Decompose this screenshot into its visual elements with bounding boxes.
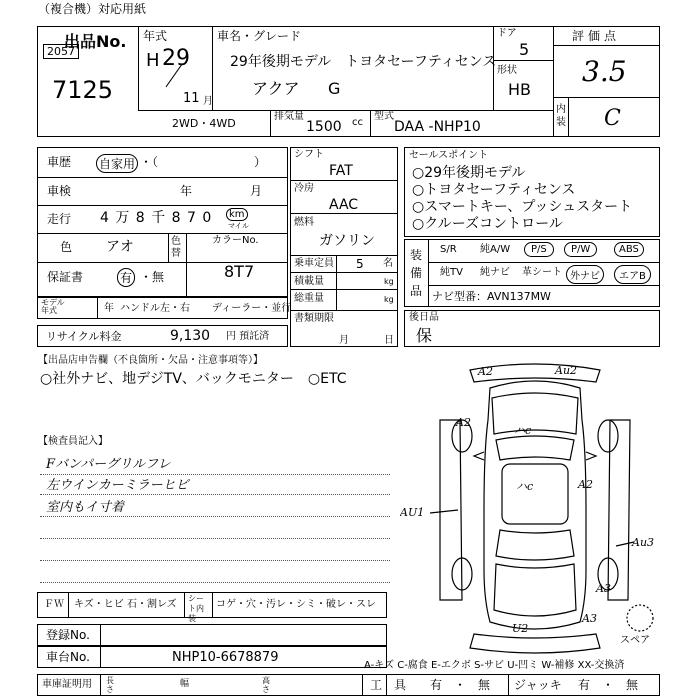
sales-point-item: ○29年後期モデル	[412, 165, 526, 181]
notes-label: 【出品店申告欄（不良箇所・欠品・注意事項等）】	[38, 355, 263, 366]
form-title: （複合機）対応用紙	[38, 2, 147, 16]
mark-a2-top: A2	[478, 365, 493, 378]
model-year-unit: 年	[104, 303, 114, 314]
model-year-label: モデル年式	[41, 298, 65, 315]
later-docs-label: 後日品	[409, 312, 439, 323]
mark-hc-roof: ハc	[516, 480, 534, 493]
type-value: DAA -NHP10	[394, 119, 481, 135]
displacement-label: 排気量	[274, 111, 304, 122]
registration-label: 登録No.	[46, 628, 90, 642]
capacity-value: 5	[356, 257, 364, 271]
mileage-label: 走行	[47, 212, 72, 226]
spare-label: スペア	[620, 635, 650, 646]
fw-seat: シート内装	[188, 594, 204, 623]
recycle-unit: 円 預託済	[226, 331, 270, 342]
recycle-value: 9,130	[170, 328, 211, 344]
cert-width: 幅	[180, 679, 190, 689]
fw-label: ＦＷ	[44, 599, 64, 610]
color-label: 色	[60, 240, 73, 254]
mark-u2-bottom: U2	[512, 622, 529, 635]
mark-hc-hood: ハc	[514, 424, 532, 437]
lot-label: 出品No.	[64, 32, 127, 51]
color-repaint: 色替	[171, 236, 181, 259]
equip-abs: ABS	[614, 242, 644, 257]
equip-airbag: エアB	[614, 265, 651, 284]
warranty-no: ・無	[140, 270, 165, 284]
mark-au2-top: Au2	[555, 364, 578, 377]
history-value: 自家用	[96, 154, 138, 173]
history-rest: ・（ ）	[140, 155, 267, 169]
equip-navi: 純ナビ	[480, 267, 510, 278]
shape-value: HB	[508, 80, 532, 99]
fuel-value: ガソリン	[319, 233, 375, 249]
recycle-label: リサイクル料金	[46, 330, 122, 343]
shape-label: 形状	[497, 65, 517, 76]
tools-label: 工 具	[370, 678, 407, 692]
dealer-label: ディーラー・並行	[212, 303, 292, 314]
model-name: アクア	[252, 79, 300, 98]
tools-value: 有 ・ 無	[430, 678, 491, 692]
doors-label: ドア	[497, 28, 517, 39]
mileage-mile: マイル	[228, 222, 249, 230]
doc-expiry-label: 書類期限	[294, 313, 334, 324]
jack-value: 有 ・ 無	[578, 678, 639, 692]
capacity-unit: 名	[383, 258, 393, 269]
later-docs-value: 保	[416, 326, 433, 345]
fuel-label: 燃料	[294, 217, 314, 228]
interior-value: C	[604, 106, 621, 131]
ac-value: AAC	[329, 197, 359, 213]
displacement-unit: cc	[352, 117, 363, 128]
later-docs-box	[404, 310, 660, 347]
capacity-label: 乗車定員	[294, 258, 334, 269]
year-label: 年式	[143, 29, 168, 43]
mileage-value: 4 万 8 千 8 7 0	[100, 210, 213, 226]
interior-label: 内装	[556, 104, 566, 128]
shift-label: シフト	[294, 149, 324, 160]
inspector-line: Fバンパーグリルフレ	[46, 457, 171, 472]
doc-expiry-day: 日	[384, 335, 394, 346]
color-code-label: カラーNo.	[212, 235, 259, 246]
model-grade: 29年後期モデル トヨタセーフティセンス	[230, 54, 497, 70]
equip-ext-navi: 外ナビ	[566, 265, 604, 284]
mark-a3-bottom: A3	[582, 612, 597, 625]
mark-a2-left: A2	[456, 416, 471, 429]
sales-points-label: セールスポイント	[409, 150, 489, 161]
inspector-line: 左ウインカーミラーヒビ	[46, 478, 189, 493]
ac-label: 冷房	[294, 183, 314, 194]
notes-text: ○社外ナビ、地デジTV、バックモニター ○ETC	[40, 371, 347, 387]
total-weight-label: 総重量	[294, 293, 324, 304]
cert-height: 高さ	[262, 676, 270, 694]
color-code: 8T7	[224, 262, 255, 281]
year-month: 11	[183, 91, 200, 106]
cert-label: 車庫証明用	[42, 679, 92, 690]
model-label: 車名・グレード	[217, 29, 302, 43]
equip-nav-model: ナビ型番：AVN137MW	[432, 290, 551, 303]
color-value: アオ	[106, 239, 134, 255]
loaded-weight-unit: kg	[384, 277, 394, 286]
equip-ps: P/S	[524, 242, 554, 257]
mark-a3-right: A3	[596, 582, 611, 595]
chassis-label: 車台No.	[46, 650, 90, 664]
displacement-value: 1500	[306, 119, 342, 135]
equip-pw: P/W	[564, 242, 597, 257]
equipment-label: 装備品	[410, 248, 423, 298]
equip-leather: 革シート	[522, 267, 562, 278]
loaded-weight-label: 積載量	[294, 276, 324, 287]
total-weight-unit: kg	[384, 295, 394, 304]
handle-label: ハンドル	[120, 303, 160, 314]
car-damage-diagram	[400, 360, 670, 660]
doc-expiry-month: 月	[339, 335, 349, 346]
damage-legend: A-キズ C-腐食 E-エクボ S-サビ U-凹ミ W-補修 XX-交換済	[364, 660, 625, 671]
warranty-label: 保証書	[47, 270, 84, 284]
model-variant: G	[328, 79, 341, 98]
score-label: 評価点	[572, 29, 621, 43]
warranty-yes: 有	[117, 268, 135, 287]
sales-point-item: ○スマートキー、プッシュスタート	[412, 199, 633, 215]
lot-number: 7125	[52, 76, 114, 104]
history-label: 車歴	[47, 155, 72, 169]
year-month-unit: 月	[203, 96, 213, 107]
inspector-label: 【検査員記入】	[38, 436, 108, 447]
jack-label: ジャッキ	[514, 678, 562, 692]
drive-label: 2WD・4WD	[172, 117, 236, 130]
equip-aw: 純A/W	[480, 244, 511, 255]
equip-sr: S/R	[440, 244, 457, 255]
inspection-label: 車検	[47, 184, 72, 198]
inspector-line: 室内もイ寸着	[46, 500, 125, 515]
inspection-year-unit: 年	[180, 184, 193, 198]
mark-au3-right: Au3	[632, 536, 655, 549]
mileage-km: km	[226, 208, 248, 221]
inspection-month-unit: 月	[250, 184, 263, 198]
year-value: 29	[162, 46, 190, 71]
sales-point-item: ○クルーズコントロール	[412, 216, 563, 232]
chassis-value: NHP10-6678879	[172, 650, 279, 665]
fw-text2: コゲ・穴・汚レ・シミ・破レ・スレ	[216, 599, 376, 610]
type-label: 型式	[374, 111, 394, 122]
sales-point-item: ○トヨタセーフティセンス	[412, 182, 576, 198]
shift-value: FAT	[329, 163, 353, 179]
score-value: 3.5	[582, 55, 627, 88]
equip-tv: 純TV	[440, 267, 463, 278]
mark-a2-right: A2	[578, 478, 593, 491]
doors-value: 5	[519, 40, 530, 59]
lot-seq: 2057	[43, 44, 79, 59]
year-era: H	[146, 50, 160, 71]
fw-text: キズ・ヒビ 石・割レズ	[74, 599, 177, 610]
mark-au1-left: AU1	[400, 506, 425, 519]
handle-lr: 左・右	[160, 303, 190, 314]
cert-length: 長さ	[106, 676, 114, 694]
